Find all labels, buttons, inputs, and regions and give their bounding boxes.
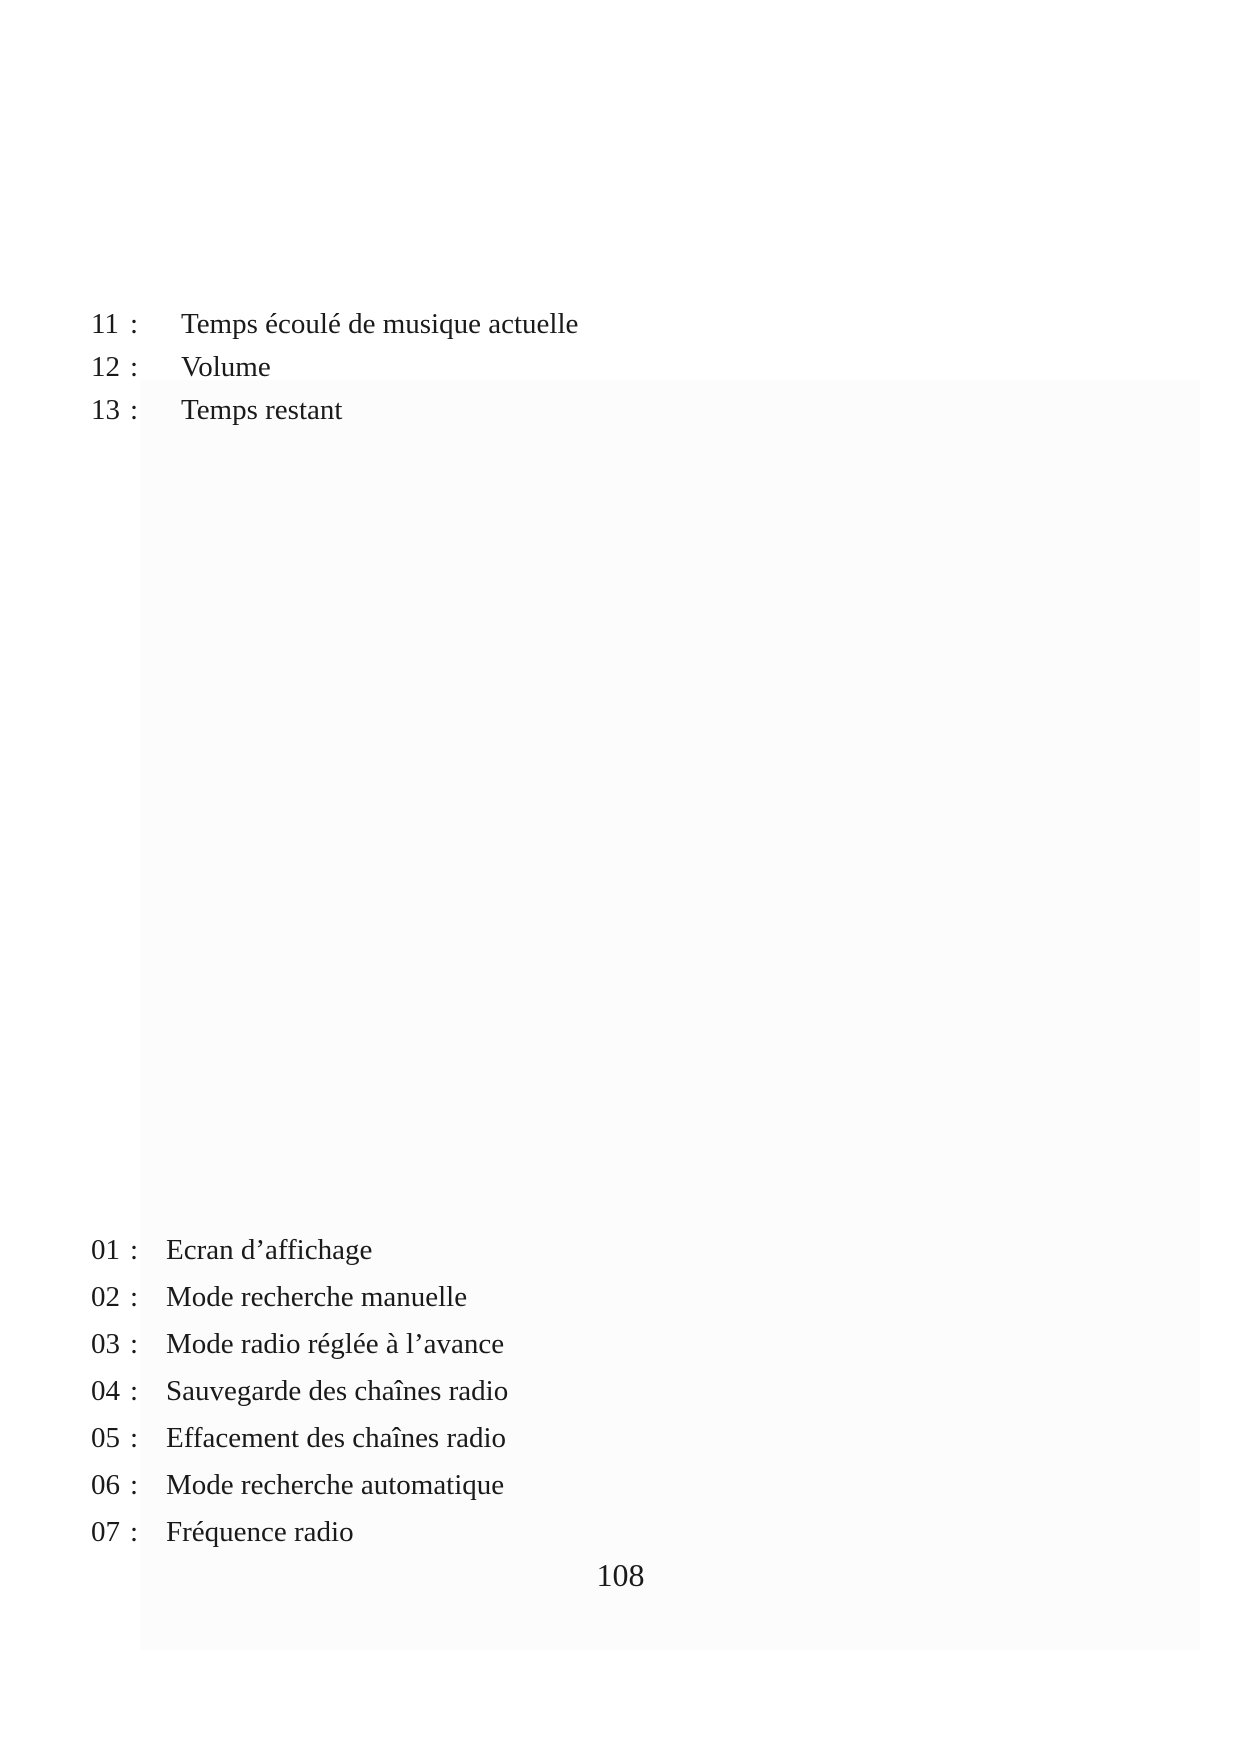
item-separator: : [130,308,139,340]
item-number: 06 [91,1469,120,1501]
item-number: 13 [91,394,120,426]
item-number: 05 [91,1422,120,1454]
list-item [0,389,1241,432]
list-item [0,1462,1241,1509]
item-separator: : [130,1328,139,1360]
item-description: Mode recherche manuelle [166,1281,468,1313]
list-item [0,346,1241,389]
item-description: Mode recherche automatique [166,1469,505,1501]
list-item [0,303,1241,346]
item-description: Ecran d’affichage [166,1234,373,1266]
item-description: Fréquence radio [166,1516,354,1548]
item-separator: : [130,394,139,426]
item-description: Mode radio réglée à l’avance [166,1328,505,1360]
list-item [0,1509,1241,1556]
item-description: Temps restant [181,394,343,426]
list-item [0,1227,1241,1274]
item-description: Sauvegarde des chaînes radio [166,1375,509,1407]
item-separator: : [130,1516,139,1548]
item-separator: : [130,1375,139,1407]
list-item [0,1274,1241,1321]
item-separator: : [130,1422,139,1454]
item-number: 01 [91,1234,120,1266]
list-item [0,1321,1241,1368]
item-number: 11 [91,308,119,340]
item-description: Temps écoulé de musique actuelle [181,308,579,340]
item-number: 07 [91,1516,120,1548]
item-number: 12 [91,351,120,383]
item-separator: : [130,1281,139,1313]
legend-list-bottom [0,1227,1241,1556]
item-separator: : [130,1234,139,1266]
legend-list-top [0,303,1241,432]
item-description: Volume [181,351,271,383]
item-number: 04 [91,1375,120,1407]
item-number: 03 [91,1328,120,1360]
item-separator: : [130,1469,139,1501]
list-item [0,1415,1241,1462]
page-number: 108 [596,1557,645,1593]
list-item [0,1368,1241,1415]
item-description: Effacement des chaînes radio [166,1422,507,1454]
item-separator: : [130,351,139,383]
item-number: 02 [91,1281,120,1313]
